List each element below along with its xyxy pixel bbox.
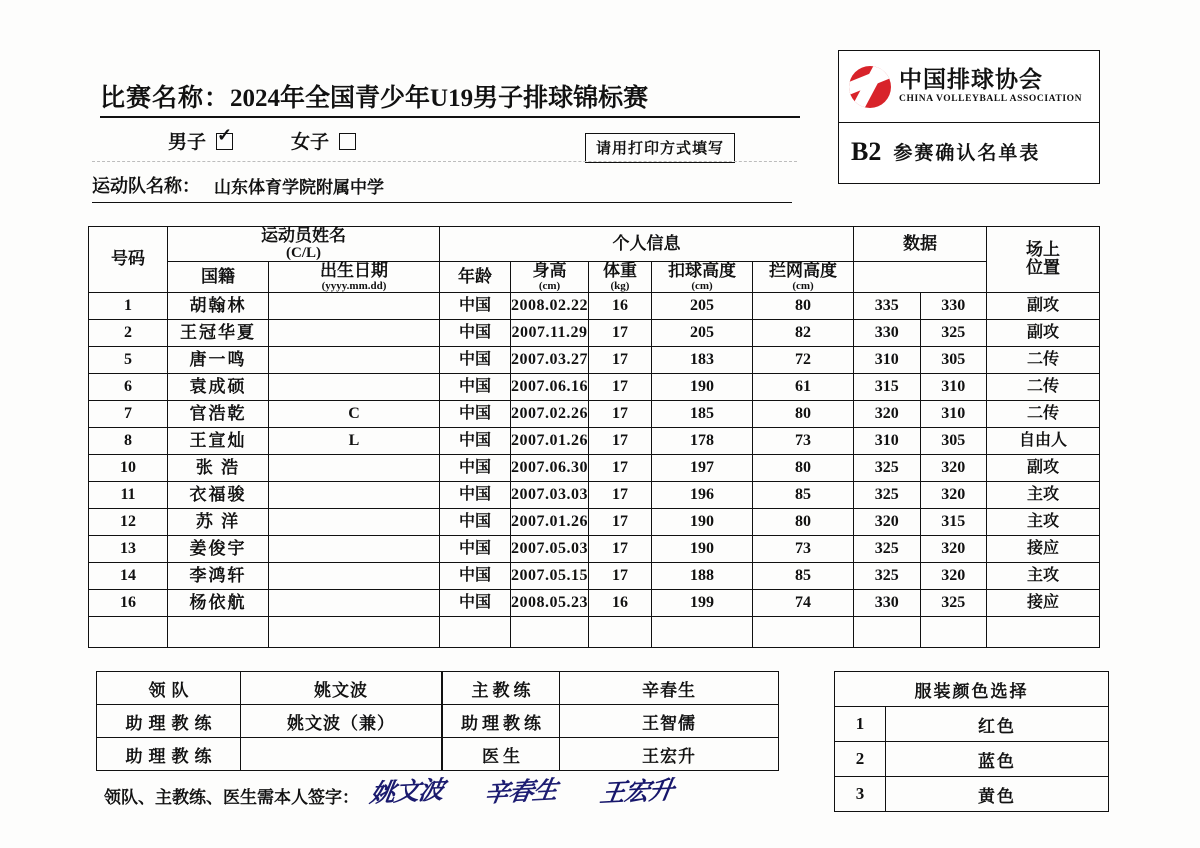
- cell-player-name: 衣福骏: [168, 481, 269, 508]
- cell-spike-height: 325: [854, 535, 921, 562]
- cell-number: 10: [89, 454, 168, 481]
- cell-block-height: 310: [920, 400, 987, 427]
- cell-player-name: 苏 洋: [168, 508, 269, 535]
- cell-spike-height: 320: [854, 400, 921, 427]
- signature-doctor: 王宏升: [598, 777, 676, 808]
- cell-block-height: 330: [920, 292, 987, 319]
- th-block-unit: (cm): [792, 279, 814, 292]
- org-name-cn: 中国排球协会: [899, 67, 1043, 93]
- staff-row: [443, 738, 779, 771]
- cell-player-name: 官浩乾: [168, 400, 269, 427]
- cell-captain-libero: [269, 508, 440, 535]
- cell-block-height: 305: [920, 346, 987, 373]
- cell-empty: [89, 616, 168, 647]
- cell-number: 13: [89, 535, 168, 562]
- cell-nationality: 中国: [440, 319, 511, 346]
- th-height-unit: (cm): [538, 279, 561, 292]
- th-spike: [652, 262, 753, 293]
- cell-dob: 2007.05.15: [511, 562, 589, 589]
- staff-right-name-3: 王宏升: [560, 738, 779, 771]
- uniform-color-row: [835, 707, 1109, 742]
- cell-spike-height: 310: [854, 427, 921, 454]
- roster-table-head: [89, 227, 1100, 293]
- staff-table-right: [442, 671, 779, 771]
- th-data: 数据: [854, 227, 987, 262]
- cell-weight: 72: [753, 346, 854, 373]
- cell-number: 5: [89, 346, 168, 373]
- th-height-main: 身高: [532, 261, 567, 281]
- cell-nationality: 中国: [440, 292, 511, 319]
- cell-position: 副攻: [987, 292, 1100, 319]
- th-dob-main: 出生日期: [320, 261, 388, 281]
- cell-number: 2: [89, 319, 168, 346]
- cell-player-name: 杨依航: [168, 589, 269, 616]
- cell-nationality: 中国: [440, 562, 511, 589]
- cell-weight: 61: [753, 373, 854, 400]
- cell-position: 二传: [987, 346, 1100, 373]
- cell-age: 17: [589, 454, 652, 481]
- th-player-name: [168, 227, 440, 262]
- cell-nationality: 中国: [440, 508, 511, 535]
- cell-captain-libero: [269, 535, 440, 562]
- logo-text: [899, 68, 1082, 104]
- cell-position: 二传: [987, 373, 1100, 400]
- divider-line-1: [92, 161, 797, 162]
- cell-dob: 2007.03.27: [511, 346, 589, 373]
- signature-head-coach: 辛春生: [482, 777, 560, 808]
- form-name: 参赛确认名单表: [893, 143, 1041, 164]
- cell-height: 197: [652, 454, 753, 481]
- cell-height: 199: [652, 589, 753, 616]
- cell-block-height: 315: [920, 508, 987, 535]
- staff-table-left: [96, 671, 442, 771]
- competition-name: 2024年全国青少年U19男子排球锦标赛: [230, 85, 649, 112]
- th-spike-unit: (cm): [691, 279, 713, 292]
- roster-table-body: [89, 292, 1100, 647]
- th-position: [987, 227, 1100, 293]
- cell-weight: 80: [753, 292, 854, 319]
- cell-spike-height: 325: [854, 481, 921, 508]
- staff-right-name-2: 王智儒: [560, 705, 779, 738]
- cell-height: 205: [652, 319, 753, 346]
- form-identifier: [839, 123, 1099, 180]
- cell-nationality: 中国: [440, 373, 511, 400]
- staff-left-body: [97, 672, 442, 771]
- cell-spike-height: 325: [854, 454, 921, 481]
- cell-empty: [589, 616, 652, 647]
- table-row: [89, 292, 1100, 319]
- cell-empty: [854, 616, 921, 647]
- cell-dob: 2007.03.03: [511, 481, 589, 508]
- staff-left-name-2: 姚文波（兼）: [241, 705, 442, 738]
- cell-age: 17: [589, 346, 652, 373]
- th-position-line1: 场上: [1026, 239, 1060, 259]
- cell-empty: [652, 616, 753, 647]
- org-name-en: CHINA VOLLEYBALL ASSOCIATION: [899, 93, 1083, 104]
- cell-position: 主攻: [987, 481, 1100, 508]
- cell-nationality: 中国: [440, 535, 511, 562]
- roster-table: [88, 226, 1100, 648]
- uniform-color-index-2: 2: [835, 742, 886, 777]
- cell-height: 190: [652, 373, 753, 400]
- gender-selection: [168, 127, 356, 154]
- cell-empty: [987, 616, 1100, 647]
- th-number: 号码: [89, 227, 168, 293]
- female-checkbox[interactable]: [339, 133, 356, 150]
- cell-age: 17: [589, 319, 652, 346]
- cell-spike-height: 330: [854, 589, 921, 616]
- cell-number: 8: [89, 427, 168, 454]
- cell-position: 副攻: [987, 454, 1100, 481]
- cell-player-name: 唐一鸣: [168, 346, 269, 373]
- table-row: [89, 481, 1100, 508]
- cell-age: 16: [589, 589, 652, 616]
- cell-weight: 74: [753, 589, 854, 616]
- cell-empty: [511, 616, 589, 647]
- uniform-color-index-3: 3: [835, 777, 886, 812]
- table-row: [89, 319, 1100, 346]
- cell-player-name: 袁成硕: [168, 373, 269, 400]
- cell-dob: 2007.06.16: [511, 373, 589, 400]
- cell-number: 14: [89, 562, 168, 589]
- competition-label: 比赛名称：: [100, 85, 231, 112]
- cell-captain-libero: [269, 562, 440, 589]
- cell-position: 接应: [987, 535, 1100, 562]
- cell-height: 190: [652, 508, 753, 535]
- male-label: 男子: [168, 132, 207, 153]
- staff-left-role-2: 助理教练: [97, 705, 241, 738]
- cell-number: 12: [89, 508, 168, 535]
- cell-captain-libero: [269, 346, 440, 373]
- cell-age: 17: [589, 427, 652, 454]
- uniform-color-table: [834, 671, 1109, 812]
- th-player-name-main: 运动员姓名: [261, 226, 346, 245]
- cell-block-height: 310: [920, 373, 987, 400]
- cell-weight: 85: [753, 562, 854, 589]
- cell-dob: 2007.02.26: [511, 400, 589, 427]
- staff-row: [97, 705, 442, 738]
- cell-block-height: 320: [920, 481, 987, 508]
- cell-spike-height: 315: [854, 373, 921, 400]
- cell-spike-height: 330: [854, 319, 921, 346]
- cell-age: 17: [589, 562, 652, 589]
- cell-weight: 80: [753, 508, 854, 535]
- print-note: 请用打印方式填写: [585, 133, 735, 163]
- cell-height: 178: [652, 427, 753, 454]
- cell-block-height: 305: [920, 427, 987, 454]
- staff-right-role-3: 医生: [443, 738, 560, 771]
- th-dob: [269, 262, 440, 293]
- signature-label: 领队、主教练、医生需本人签字：: [104, 788, 359, 807]
- cell-empty: [168, 616, 269, 647]
- th-player-name-sub: (C/L): [286, 244, 321, 261]
- th-height: [511, 262, 589, 293]
- cell-captain-libero: [269, 481, 440, 508]
- cell-height: 190: [652, 535, 753, 562]
- cell-age: 17: [589, 508, 652, 535]
- cell-spike-height: 310: [854, 346, 921, 373]
- cell-dob: 2007.11.29: [511, 319, 589, 346]
- th-block-main: 拦网高度: [769, 261, 837, 281]
- cell-weight: 73: [753, 535, 854, 562]
- cell-number: 16: [89, 589, 168, 616]
- competition-title-row: [100, 78, 800, 118]
- cell-nationality: 中国: [440, 481, 511, 508]
- cell-position: 接应: [987, 589, 1100, 616]
- cell-age: 17: [589, 400, 652, 427]
- th-nationality: 国籍: [168, 262, 269, 293]
- cell-position: 主攻: [987, 508, 1100, 535]
- cell-captain-libero: [269, 373, 440, 400]
- signature-row: [104, 772, 676, 808]
- header-row-2: [89, 262, 1100, 293]
- team-name: 山东体育学院附属中学: [214, 178, 384, 197]
- uniform-color-row: [835, 777, 1109, 812]
- cell-empty: [440, 616, 511, 647]
- cell-spike-height: 320: [854, 508, 921, 535]
- th-personal-info: 个人信息: [440, 227, 854, 262]
- uniform-color-name-1: 红色: [886, 707, 1109, 742]
- staff-right-body: [443, 672, 779, 771]
- cell-weight: 85: [753, 481, 854, 508]
- table-row-empty: [89, 616, 1100, 647]
- staff-row: [97, 738, 442, 771]
- header-row-1: [89, 227, 1100, 262]
- cell-weight: 73: [753, 427, 854, 454]
- cell-player-name: 王宣灿: [168, 427, 269, 454]
- cell-number: 1: [89, 292, 168, 319]
- volleyball-icon: [849, 66, 891, 108]
- table-row: [89, 427, 1100, 454]
- th-weight-unit: (kg): [610, 279, 630, 292]
- cell-player-name: 姜俊宇: [168, 535, 269, 562]
- cell-age: 17: [589, 535, 652, 562]
- cell-position: 二传: [987, 400, 1100, 427]
- staff-right-name-1: 辛春生: [560, 672, 779, 705]
- cell-captain-libero: L: [269, 427, 440, 454]
- table-row: [89, 508, 1100, 535]
- uniform-color-index-1: 1: [835, 707, 886, 742]
- table-row: [89, 535, 1100, 562]
- table-row: [89, 373, 1100, 400]
- cell-dob: 2007.01.26: [511, 508, 589, 535]
- cell-nationality: 中国: [440, 427, 511, 454]
- th-spike-main: 扣球高度: [668, 261, 736, 281]
- uniform-color-title-row: [835, 672, 1109, 707]
- table-row: [89, 400, 1100, 427]
- cell-nationality: 中国: [440, 589, 511, 616]
- signature-manager: 姚文波: [368, 777, 446, 808]
- federation-logo-box: [838, 50, 1100, 184]
- uniform-color-head: [835, 672, 1109, 707]
- cell-empty: [269, 616, 440, 647]
- th-position-line2: 位置: [1026, 258, 1060, 278]
- cell-position: 副攻: [987, 319, 1100, 346]
- cell-weight: 80: [753, 400, 854, 427]
- cell-dob: 2007.05.03: [511, 535, 589, 562]
- cell-captain-libero: [269, 292, 440, 319]
- cell-nationality: 中国: [440, 454, 511, 481]
- cell-captain-libero: [269, 454, 440, 481]
- uniform-color-title: 服装颜色选择: [835, 672, 1109, 707]
- cell-player-name: 王冠华夏: [168, 319, 269, 346]
- cell-empty: [753, 616, 854, 647]
- cell-age: 17: [589, 373, 652, 400]
- th-age: 年龄: [440, 262, 511, 293]
- staff-section: [96, 671, 779, 771]
- cell-nationality: 中国: [440, 346, 511, 373]
- cell-dob: 2008.05.23: [511, 589, 589, 616]
- cell-player-name: 胡翰林: [168, 292, 269, 319]
- cell-height: 196: [652, 481, 753, 508]
- cell-player-name: 李鸿轩: [168, 562, 269, 589]
- table-row: [89, 454, 1100, 481]
- uniform-color-body: [835, 707, 1109, 812]
- uniform-color-row: [835, 742, 1109, 777]
- cell-block-height: 325: [920, 589, 987, 616]
- cell-number: 7: [89, 400, 168, 427]
- cell-age: 16: [589, 292, 652, 319]
- staff-left-role-3: 助理教练: [97, 738, 241, 771]
- logo-header: [839, 51, 1099, 123]
- team-name-row: [92, 172, 792, 203]
- cell-dob: 2007.06.30: [511, 454, 589, 481]
- uniform-color-name-3: 黄色: [886, 777, 1109, 812]
- uniform-color-name-2: 蓝色: [886, 742, 1109, 777]
- cell-empty: [920, 616, 987, 647]
- form-code: B2: [851, 136, 882, 166]
- staff-left-role-1: 领队: [97, 672, 241, 705]
- staff-left-name-3: [241, 738, 442, 771]
- cell-spike-height: 335: [854, 292, 921, 319]
- cell-height: 188: [652, 562, 753, 589]
- cell-block-height: 325: [920, 319, 987, 346]
- cell-block-height: 320: [920, 562, 987, 589]
- cell-block-height: 320: [920, 535, 987, 562]
- female-label: 女子: [291, 132, 330, 153]
- th-weight-main: 体重: [603, 261, 637, 281]
- cell-spike-height: 325: [854, 562, 921, 589]
- table-row: [89, 346, 1100, 373]
- cell-captain-libero: [269, 319, 440, 346]
- cell-block-height: 320: [920, 454, 987, 481]
- th-dob-sub: (yyyy.mm.dd): [321, 279, 387, 292]
- cell-captain-libero: [269, 589, 440, 616]
- cell-player-name: 张 浩: [168, 454, 269, 481]
- male-checkbox[interactable]: [216, 133, 233, 150]
- cell-weight: 80: [753, 454, 854, 481]
- cell-height: 205: [652, 292, 753, 319]
- cell-dob: 2008.02.22: [511, 292, 589, 319]
- cell-age: 17: [589, 481, 652, 508]
- team-label: 运动队名称：: [92, 176, 200, 196]
- cell-captain-libero: C: [269, 400, 440, 427]
- cell-position: 自由人: [987, 427, 1100, 454]
- staff-right-role-1: 主教练: [443, 672, 560, 705]
- th-block: [753, 262, 854, 293]
- th-weight: [589, 262, 652, 293]
- staff-row: [443, 672, 779, 705]
- cell-position: 主攻: [987, 562, 1100, 589]
- cell-number: 11: [89, 481, 168, 508]
- cell-dob: 2007.01.26: [511, 427, 589, 454]
- cell-number: 6: [89, 373, 168, 400]
- staff-left-name-1: 姚文波: [241, 672, 442, 705]
- cell-weight: 82: [753, 319, 854, 346]
- staff-right-role-2: 助理教练: [443, 705, 560, 738]
- table-row: [89, 562, 1100, 589]
- staff-row: [443, 705, 779, 738]
- staff-row: [97, 672, 442, 705]
- cell-height: 183: [652, 346, 753, 373]
- table-row: [89, 589, 1100, 616]
- cell-height: 185: [652, 400, 753, 427]
- cell-nationality: 中国: [440, 400, 511, 427]
